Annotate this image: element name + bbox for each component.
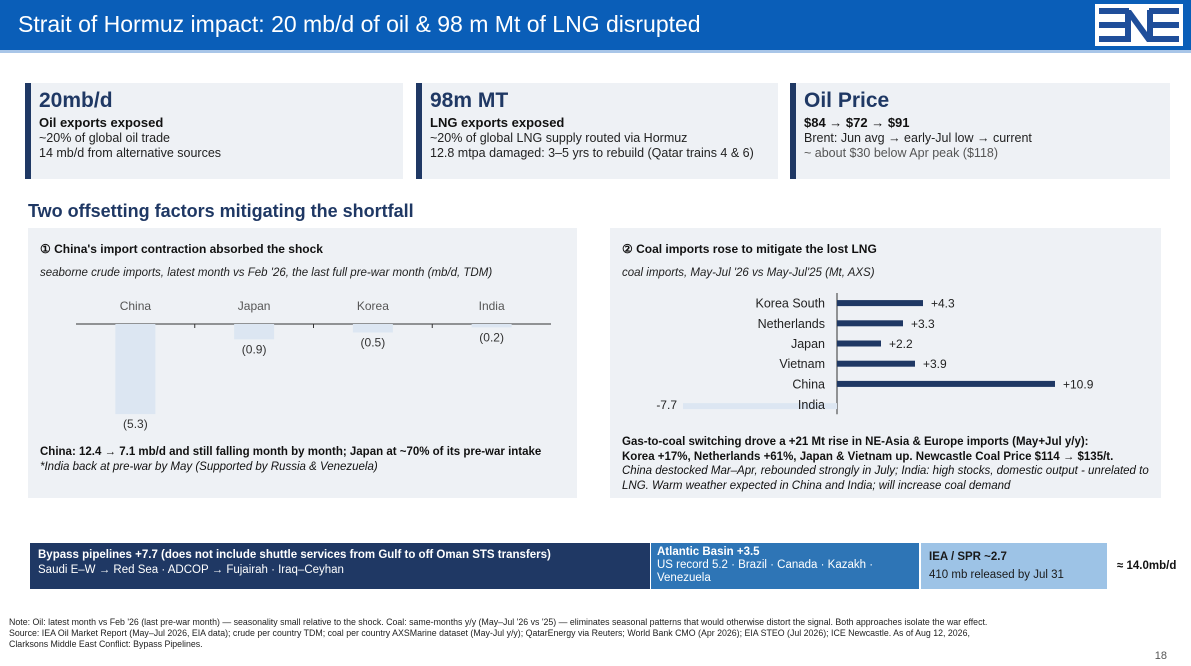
china-imports-panel: [28, 228, 577, 498]
data-label: (0.9): [241, 342, 267, 357]
bar-china: [837, 381, 1055, 387]
bar-korea: [353, 324, 393, 333]
kpi-detail: 14 mb/d from alternative sources: [39, 146, 222, 160]
data-label: (5.3): [123, 417, 148, 432]
company-logo-icon: [1095, 4, 1183, 46]
kpi-label: LNG exports exposed: [430, 115, 565, 130]
kpi-value: 20mb/d: [39, 89, 113, 112]
data-label: -7.7: [656, 398, 677, 413]
kpi-label: Oil exports exposed: [39, 115, 164, 130]
panel-subtitle: coal imports, May-Jul '26 vs May-Jul'25 (Mt, AXS): [622, 267, 875, 279]
bypass-title: Bypass pipelines +7.7 (does not include shuttle services from Gulf to off Oman STS transfers): [38, 549, 551, 561]
iea-spr-box: [921, 543, 1107, 589]
note-detail: China destocked Mar–Apr, rebounded strongly in July; India: high stocks, domestic output - unrelated to LNG. Warm weather expected in China and India; will increase coal demand: [622, 465, 1149, 492]
panel-note: [622, 435, 1162, 493]
footnote-note: Note: Oil: latest month vs Feb '26 (last pre-war month) — seasonality small relative to the shock. Coal: same-months y/y (May–Jul '26 vs '25) — eliminates seasonal patterns that would otherwise distort the signal. Both approaches isolate the war effect.: [9, 617, 988, 627]
footnote-source: Source: IEA Oil Market Report (May–Jul 2026, EIA data); crude per country TDM; coal per country AXSMarine dataset (May-Jul y/y); QatarEnergy via Reuters; World Bank CMO (Apr 2026); EIA STEO (Jul 2026); ICE Newcastle. As of Aug 12, 2026,: [9, 628, 970, 638]
panel-heading: ① China's import contraction absorbed the shock: [40, 242, 323, 256]
category-label: Japan: [237, 299, 271, 313]
kpi-value: 98m MT: [430, 89, 509, 112]
header-divider: [0, 50, 1191, 53]
kpi-card-lng: [416, 83, 778, 179]
note-highlight: Gas-to-coal switching drove a +21 Mt rise in NE-Asia & Europe imports (May+Jul y/y):: [622, 436, 1089, 448]
category-label: China: [119, 299, 152, 313]
data-label: (0.2): [479, 330, 504, 345]
data-label: +10.9: [1063, 377, 1094, 392]
category-label: India: [797, 398, 825, 413]
footnote: [9, 617, 1159, 650]
data-label: +3.3: [911, 316, 935, 331]
kpi-card-oil-price: [790, 83, 1170, 179]
coal-imports-panel: [610, 228, 1161, 498]
data-label: (0.5): [360, 335, 386, 350]
category-label: China: [792, 377, 825, 392]
kpi-value: Oil Price: [804, 89, 890, 112]
category-label: India: [478, 299, 505, 313]
total-value: ≈ 14.0mb/d: [1117, 560, 1177, 572]
bar-vietnam: [837, 361, 915, 367]
atlantic-detail: US record 5.2 · Brazil · Canada · Kazakh · Venezuela: [657, 559, 874, 584]
atlantic-basin-box: [651, 543, 919, 589]
category-label: Korea South: [755, 296, 825, 311]
note-footnote: *India back at pre-war by May (Supported by Russia & Venezuela): [40, 460, 378, 473]
kpi-detail: ~20% of global oil trade: [39, 131, 170, 145]
coal-imports-chart: [610, 228, 1161, 428]
note-highlight: Korea +17%, Netherlands +61%, Japan & Vietnam up. Newcastle Coal Price $114 → $135/t.: [622, 450, 1114, 463]
bypass-detail: Saudi E–W → Red Sea · ADCOP → Fujairah · Iraq–Ceyhan: [38, 564, 344, 576]
bar-china: [115, 324, 155, 414]
data-label: +4.3: [931, 296, 955, 311]
note-highlight: China: 12.4 → 7.1 mb/d and still falling month by month; Japan at ~70% of its pre-war intake: [40, 446, 542, 458]
bar-japan: [837, 341, 881, 347]
panel-note: [40, 445, 565, 474]
panel-heading: ② Coal imports rose to mitigate the lost LNG: [622, 242, 877, 256]
title-bar: [0, 0, 1191, 50]
data-label: +3.9: [923, 357, 947, 372]
section-title: Two offsetting factors mitigating the shortfall: [28, 201, 414, 221]
category-label: Netherlands: [757, 316, 825, 331]
footnote-source-cont: Clarksons Middle East Conflict: Bypass Pipelines.: [9, 639, 203, 649]
atlantic-title: Atlantic Basin +3.5: [657, 546, 760, 558]
kpi-card-oil: [25, 83, 403, 179]
iea-detail: 410 mb released by Jul 31: [929, 569, 1064, 581]
kpi-detail: Brent: Jun avg → early-Jul low → current: [804, 131, 1032, 145]
bar-korea-south: [837, 300, 923, 306]
bar-japan: [234, 324, 274, 339]
data-label: +2.2: [889, 337, 913, 351]
page-title: Strait of Hormuz impact: 20 mb/d of oil & 98 m Mt of LNG disrupted: [18, 11, 701, 37]
kpi-detail: ~20% of global LNG supply routed via Hormuz: [430, 131, 688, 145]
category-label: Vietnam: [779, 357, 825, 372]
crude-imports-chart: [28, 228, 577, 443]
category-label: Japan: [790, 337, 825, 351]
panel-subtitle: seaborne crude imports, latest month vs Feb '26, the last full pre-war month (mb/d, TDM): [40, 267, 493, 279]
page-number: 18: [1154, 650, 1167, 662]
bar-india: [472, 324, 512, 327]
bypass-pipelines-box: [30, 543, 650, 589]
bar-netherlands: [837, 320, 903, 326]
category-label: Korea: [356, 299, 389, 313]
kpi-detail: ~ about $30 below Apr peak ($118): [804, 146, 999, 160]
iea-title: IEA / SPR ~2.7: [929, 551, 1007, 563]
kpi-label: $84 → $72 → $91: [804, 115, 910, 130]
kpi-detail: 12.8 mtpa damaged: 3–5 yrs to rebuild (Qatar trains 4 & 6): [430, 146, 754, 160]
